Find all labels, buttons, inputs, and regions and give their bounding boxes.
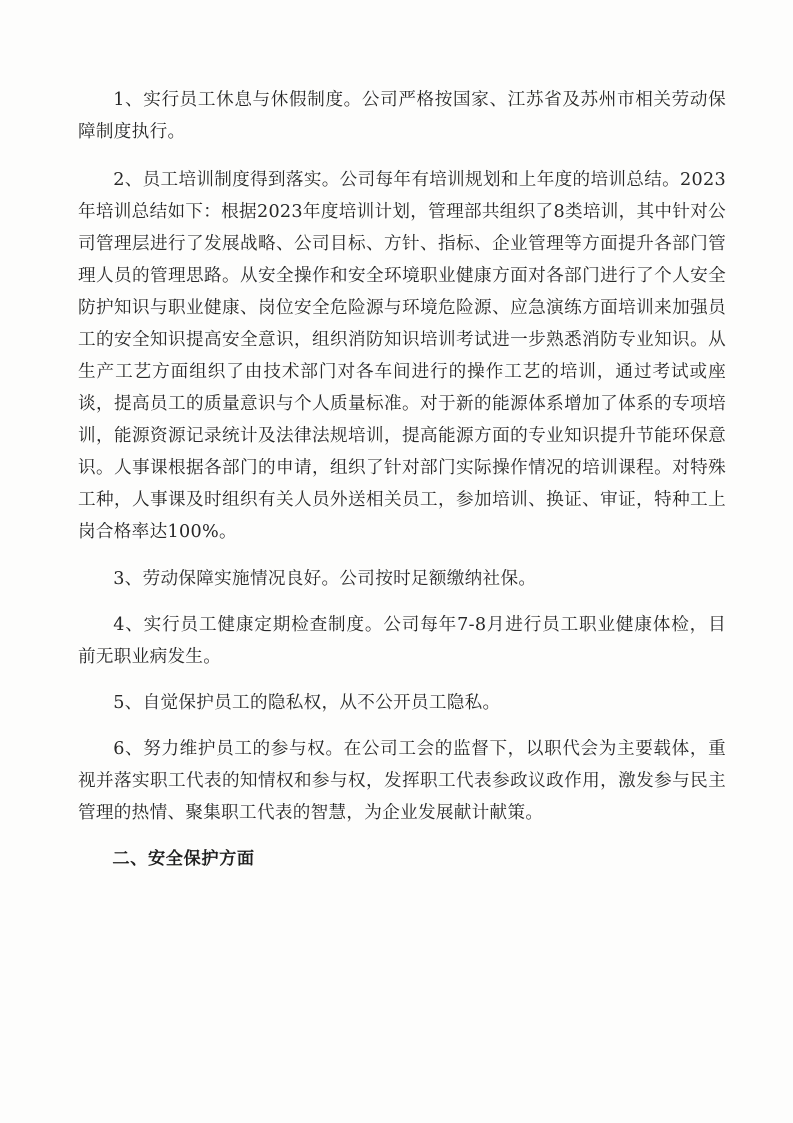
paragraph-health-check: 4、实行员工健康定期检查制度。公司每年7-8月进行员工职业健康体检，目前无职业病发生。 bbox=[78, 615, 726, 667]
paragraph-privacy: 5、自觉保护员工的隐私权，从不公开员工隐私。 bbox=[113, 693, 501, 713]
paragraph-labor-security: 3、劳动保障实施情况良好。公司按时足额缴纳社保。 bbox=[113, 569, 537, 589]
section-heading: 二、安全保护方面 bbox=[112, 849, 255, 869]
paragraph-rest-leave: 1、实行员工休息与休假制度。公司严格按国家、江苏省及苏州市相关劳动保障制度执行。 bbox=[78, 90, 726, 142]
document-body bbox=[78, 84, 726, 875]
paragraph-training: 2、员工培训制度得到落实。公司每年有培训规划和上年度的培训总结。2023年培训总结如下：根据2023年度培训计划，管理部共组织了8类培训，其中针对公司管理层进行了发展战略、公司目标、方针、指标、企业管理等方面提升各部门管理人员的管理思路。从安全操作和安全环境职业健康方面对各部门进行了个人安全防护知识与职业健康、岗位安全危险源与环境危险源、应急演练方面培训来加强员工的安全知识提高安全意识，组织消防知识培训考试进一步熟悉消防专业知识。从生产工艺方面组织了由技术部门对各车间进行的操作工艺的培训，通过考试或座谈，提高员工的质量意识与个人质量标准。对于新的能源体系增加了体系的专项培训，能源资源记录统计及法律法规培训，提高能源方面的专业知识提升节能环保意识。人事课根据各部门的申请，组织了针对部门实际操作情况的培训课程。对特殊工种，人事课及时组织有关人员外送相关员工，参加培训、换证、审证，特种工上岗合格率达100%。 bbox=[78, 170, 726, 542]
paragraph-participation: 6、努力维护员工的参与权。在公司工会的监督下，以职代会为主要载体，重视并落实职工代表的知情权和参与权，发挥职工代表参政议政作用，激发参与民主管理的热情、聚集职工代表的智慧，为企业发展献计献策。 bbox=[78, 739, 726, 823]
